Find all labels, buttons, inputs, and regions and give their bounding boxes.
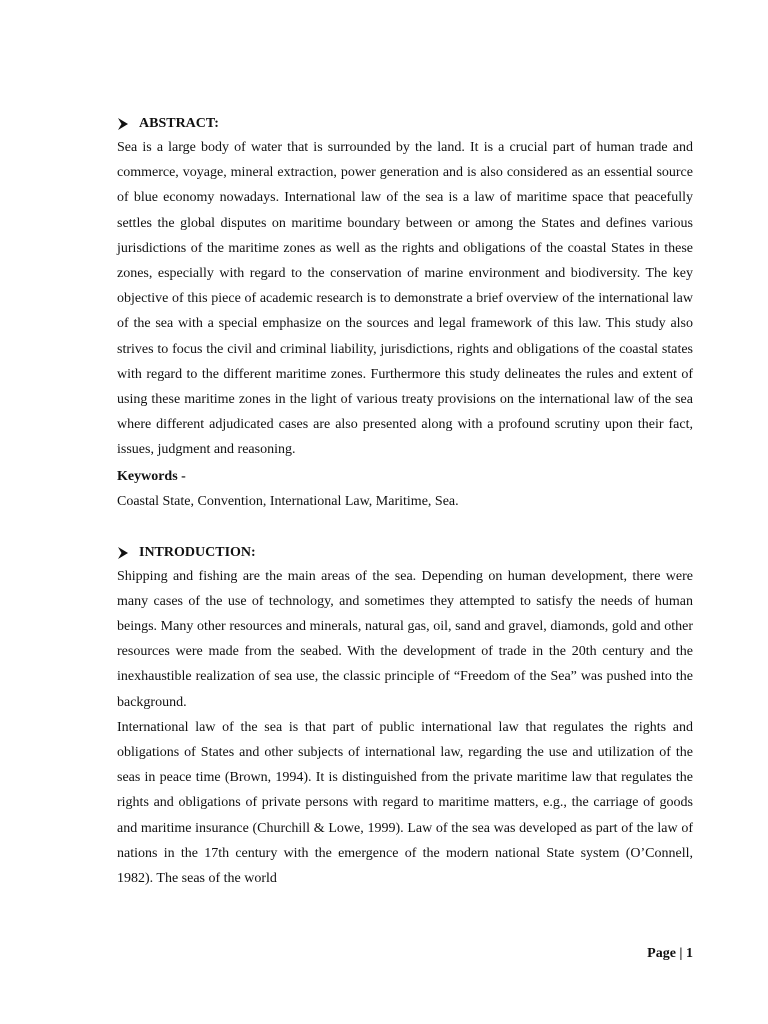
introduction-heading (117, 542, 693, 564)
introduction-paragraph: International law of the sea is that part of public international law that regulates the rights and obligations of States and other subjects of international law, regarding the use and utilization of the seas in peace time (Brown, 1994). It is distinguished from the private maritime law that regulates the rights and obligations of private persons with regard to maritime matters, e.g., the carriage of goods and maritime insurance (Churchill & Lowe, 1999). Law of the sea was developed as part of the law of nations in the 17th century with the emergence of the modern national State system (O’Connell, 1982). The seas of the world (117, 719, 693, 887)
arrowhead-bullet-icon (117, 118, 139, 130)
document-page (117, 113, 693, 891)
introduction-heading-text: INTRODUCTION: (139, 544, 256, 560)
keywords-text: Coastal State, Convention, International Law, Maritime, Sea. (117, 493, 459, 509)
arrowhead-bullet-icon (117, 547, 139, 559)
section-spacer (117, 514, 693, 542)
introduction-paragraph: Shipping and fishing are the main areas of the sea. Depending on human development, there were many cases of the use of technology, and sometimes they attempted to satisfy the needs of human beings. Many other resources and minerals, natural gas, oil, sand and gravel, diamonds, gold and other resources were made from the seabed. With the development of trade in the 20th century and the inexhaustible realization of sea use, the classic principle of “Freedom of the Sea” was pushed into the background. (117, 568, 693, 710)
abstract-paragraph: Sea is a large body of water that is surrounded by the land. It is a crucial part of human trade and commerce, voyage, mineral extraction, power generation and is also considered as an essential source of blue economy nowadays. International law of the sea is a law of maritime space that peacefully settles the global disputes on maritime boundary between or among the States and defines various jurisdictions of the maritime zones as well as the rights and obligations of the coastal States in these zones, especially with regard to the conservation of marine environment and biodiversity. The key objective of this piece of academic research is to demonstrate a brief overview of the international law of the sea with a special emphasize on the sources and legal framework of this law. This study also strives to focus the civil and criminal liability, jurisdictions, rights and obligations of the coastal states with regard to the different maritime zones. Furthermore this study delineates the rules and extent of using these maritime zones in the light of various treaty provisions on the international law of the sea where different adjudicated cases are also presented along with a profound scrutiny upon their fact, issues, judgment and reasoning. (117, 140, 693, 458)
keywords-label: Keywords - (117, 468, 186, 484)
abstract-heading (117, 113, 693, 135)
page-number: Page | 1 (647, 946, 693, 961)
abstract-heading-text: ABSTRACT: (139, 116, 219, 131)
